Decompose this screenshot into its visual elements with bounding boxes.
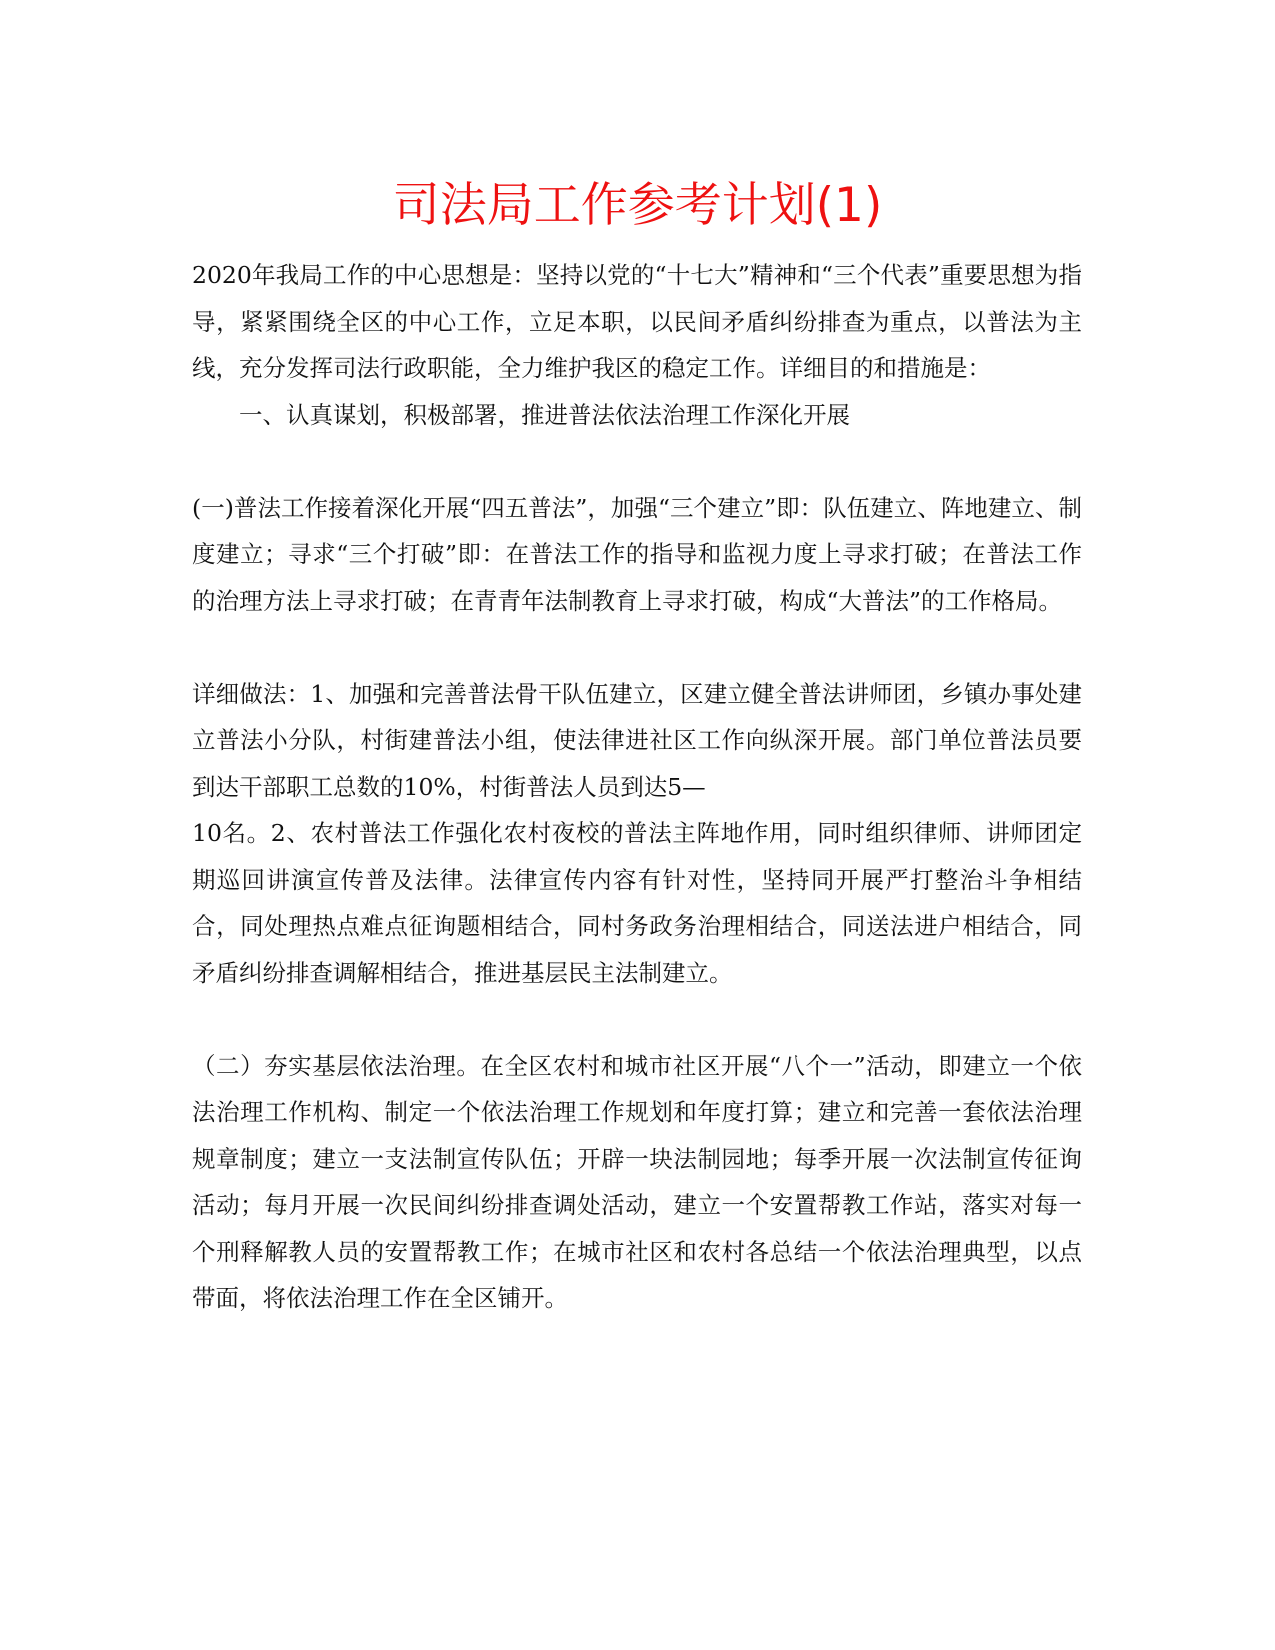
section-heading-1: 一、认真谋划，积极部署，推进普法依法治理工作深化开展 [239,400,850,429]
paragraph-intro: 2020年我局工作的中心思想是：坚持以党的“十七大”精神和“三个代表”重要思想为指导，紧紧围绕全区的中心工作，立足本职，以民间矛盾纠纷排查为重点，以普法为主线，充分发挥司法行政职能，全力维护我区的稳定工作。详细目的和措施是： [192,261,1082,382]
paragraph-subsection-1: (一)普法工作接着深化开展“四五普法”，加强“三个建立”即：队伍建立、阵地建立、制度建立；寻求“三个打破”即：在普法工作的指导和监视力度上寻求打破；在普法工作的治理方法上寻求打破；在青青年法制教育上寻求打破，构成“大普法”的工作格局。 [192,493,1082,615]
blank-line [192,438,1082,485]
paragraph-methods-2: 10名。2、农村普法工作强化农村夜校的普法主阵地作用，同时组织律师、讲师团定期巡回讲演宣传普及法律。法律宣传内容有针对性，坚持同开展严打整治斗争相结合，同处理热点难点征询题相结合，同村务政务治理相结合，同送法进户相结合，同矛盾纠纷排查调解相结合，推进基层民主法制建立。 [192,819,1082,987]
paragraph-subsection-2: （二）夯实基层依法治理。在全区农村和城市社区开展“八个一”活动，即建立一个依法治理工作机构、制定一个依法治理工作规划和年度打算；建立和完善一套依法治理规章制度；建立一支法制宣传队伍；开辟一块法制园地；每季开展一次法制宣传征询活动；每月开展一次民间纠纷排查调处活动，建立一个安置帮教工作站，落实对每一个刑释解教人员的安置帮教工作；在城市社区和农村各总结一个依法治理典型，以点带面，将依法治理工作在全区铺开。 [192,1051,1082,1312]
blank-line [192,624,1082,671]
document-title: 司法局工作参考计划(1) [392,178,883,233]
blank-line [192,996,1082,1043]
document-body [192,252,1082,1322]
paragraph-methods-1: 详细做法：1、加强和完善普法骨干队伍建立，区建立健全普法讲师团，乡镇办事处建立普法小分队，村街建普法小组，使法律进社区工作向纵深开展。部门单位普法员要到达干部职工总数的10%，村街普法人员到达5— [192,679,1082,801]
